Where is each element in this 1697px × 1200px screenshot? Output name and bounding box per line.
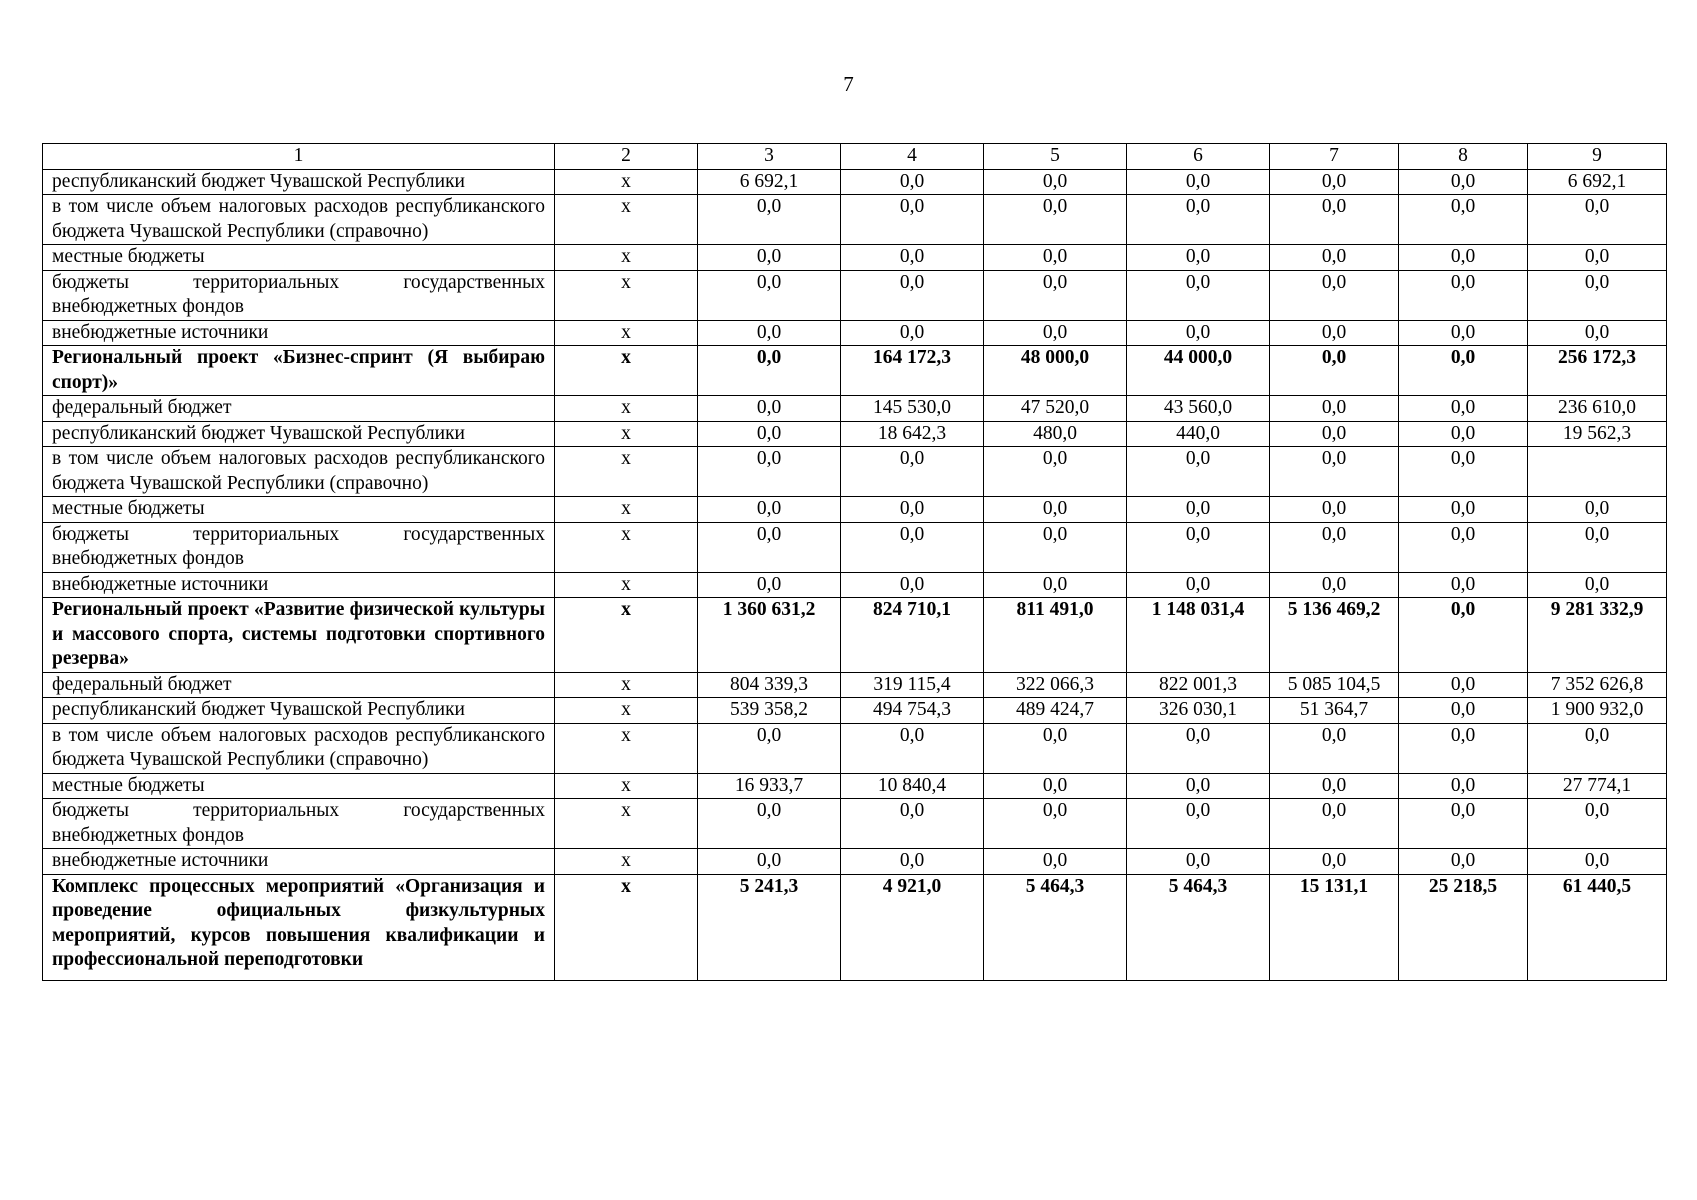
cell-x: х — [555, 245, 698, 271]
value-cell: 0,0 — [698, 195, 841, 245]
value-cell: 0,0 — [1399, 497, 1528, 523]
value-cell: 0,0 — [984, 799, 1127, 849]
cell-x: х — [555, 195, 698, 245]
table-row — [43, 245, 1667, 271]
column-number: 2 — [555, 144, 698, 170]
value-cell: 0,0 — [698, 723, 841, 773]
value-cell: 0,0 — [1127, 572, 1270, 598]
value-cell: 804 339,3 — [698, 672, 841, 698]
value-cell: 0,0 — [841, 522, 984, 572]
value-cell: 0,0 — [698, 849, 841, 875]
value-cell: 5 136 469,2 — [1270, 598, 1399, 673]
value-cell: 0,0 — [698, 447, 841, 497]
cell-x: х — [555, 874, 698, 980]
row-label: в том числе объем налоговых расходов республиканского бюджета Чувашской Республики (справочно) — [43, 723, 555, 773]
table-row — [43, 396, 1667, 422]
value-cell: 0,0 — [1528, 572, 1667, 598]
value-cell: 48 000,0 — [984, 346, 1127, 396]
table-row — [43, 723, 1667, 773]
value-cell: 0,0 — [841, 447, 984, 497]
value-cell: 0,0 — [1127, 497, 1270, 523]
value-cell: 0,0 — [1270, 169, 1399, 195]
table-row — [43, 169, 1667, 195]
value-cell: 0,0 — [1399, 270, 1528, 320]
value-cell: 0,0 — [1127, 773, 1270, 799]
table-row — [43, 572, 1667, 598]
value-cell: 0,0 — [1127, 169, 1270, 195]
table-row — [43, 522, 1667, 572]
value-cell: 1 900 932,0 — [1528, 698, 1667, 724]
table-row — [43, 447, 1667, 497]
row-label: в том числе объем налоговых расходов республиканского бюджета Чувашской Республики (справочно) — [43, 447, 555, 497]
value-cell: 0,0 — [984, 572, 1127, 598]
value-cell: 145 530,0 — [841, 396, 984, 422]
value-cell: 0,0 — [841, 169, 984, 195]
table-row — [43, 672, 1667, 698]
value-cell: 19 562,3 — [1528, 421, 1667, 447]
value-cell: 824 710,1 — [841, 598, 984, 673]
value-cell: 0,0 — [1399, 346, 1528, 396]
value-cell: 236 610,0 — [1528, 396, 1667, 422]
cell-x: х — [555, 522, 698, 572]
value-cell: 480,0 — [984, 421, 1127, 447]
value-cell: 0,0 — [1127, 447, 1270, 497]
value-cell: 0,0 — [698, 346, 841, 396]
value-cell: 0,0 — [1127, 849, 1270, 875]
value-cell: 0,0 — [984, 497, 1127, 523]
page-number: 7 — [843, 72, 854, 96]
value-cell: 0,0 — [698, 421, 841, 447]
value-cell: 44 000,0 — [1127, 346, 1270, 396]
column-number: 7 — [1270, 144, 1399, 170]
value-cell: 822 001,3 — [1127, 672, 1270, 698]
value-cell: 0,0 — [841, 723, 984, 773]
value-cell: 18 642,3 — [841, 421, 984, 447]
value-cell: 5 464,3 — [984, 874, 1127, 980]
value-cell: 0,0 — [1270, 572, 1399, 598]
value-cell: 0,0 — [1127, 195, 1270, 245]
value-cell: 0,0 — [1270, 320, 1399, 346]
value-cell: 0,0 — [1270, 522, 1399, 572]
cell-x: х — [555, 396, 698, 422]
value-cell: 0,0 — [1399, 396, 1528, 422]
value-cell: 0,0 — [1270, 799, 1399, 849]
value-cell: 27 774,1 — [1528, 773, 1667, 799]
value-cell: 0,0 — [1399, 195, 1528, 245]
value-cell: 0,0 — [841, 497, 984, 523]
row-label: республиканский бюджет Чувашской Республики — [43, 421, 555, 447]
value-cell: 7 352 626,8 — [1528, 672, 1667, 698]
row-label: республиканский бюджет Чувашской Республики — [43, 169, 555, 195]
value-cell: 0,0 — [1399, 598, 1528, 673]
column-number: 9 — [1528, 144, 1667, 170]
value-cell: 0,0 — [1270, 396, 1399, 422]
row-label: местные бюджеты — [43, 773, 555, 799]
value-cell: 0,0 — [841, 320, 984, 346]
value-cell: 0,0 — [841, 195, 984, 245]
value-cell: 0,0 — [698, 270, 841, 320]
row-label: в том числе объем налоговых расходов республиканского бюджета Чувашской Республики (справочно) — [43, 195, 555, 245]
value-cell: 0,0 — [984, 320, 1127, 346]
value-cell: 43 560,0 — [1127, 396, 1270, 422]
cell-x: х — [555, 572, 698, 598]
cell-x: х — [555, 421, 698, 447]
row-label: местные бюджеты — [43, 497, 555, 523]
value-cell: 0,0 — [984, 849, 1127, 875]
value-cell: 164 172,3 — [841, 346, 984, 396]
value-cell: 489 424,7 — [984, 698, 1127, 724]
value-cell: 256 172,3 — [1528, 346, 1667, 396]
value-cell: 16 933,7 — [698, 773, 841, 799]
value-cell: 811 491,0 — [984, 598, 1127, 673]
row-label: внебюджетные источники — [43, 849, 555, 875]
cell-x: х — [555, 320, 698, 346]
value-cell: 15 131,1 — [1270, 874, 1399, 980]
value-cell: 0,0 — [1528, 195, 1667, 245]
table-row — [43, 320, 1667, 346]
value-cell: 0,0 — [984, 723, 1127, 773]
value-cell: 61 440,5 — [1528, 874, 1667, 980]
row-label: федеральный бюджет — [43, 672, 555, 698]
value-cell: 0,0 — [1528, 270, 1667, 320]
column-number: 6 — [1127, 144, 1270, 170]
value-cell: 0,0 — [984, 773, 1127, 799]
value-cell: 494 754,3 — [841, 698, 984, 724]
value-cell: 0,0 — [1127, 799, 1270, 849]
value-cell: 0,0 — [698, 799, 841, 849]
value-cell: 0,0 — [1127, 245, 1270, 271]
value-cell: 4 921,0 — [841, 874, 984, 980]
value-cell: 326 030,1 — [1127, 698, 1270, 724]
value-cell: 322 066,3 — [984, 672, 1127, 698]
value-cell: 25 218,5 — [1399, 874, 1528, 980]
value-cell: 539 358,2 — [698, 698, 841, 724]
value-cell: 0,0 — [984, 447, 1127, 497]
value-cell — [1528, 447, 1667, 497]
value-cell: 0,0 — [1399, 698, 1528, 724]
column-number-row — [43, 144, 1667, 170]
cell-x: х — [555, 773, 698, 799]
table-row — [43, 421, 1667, 447]
value-cell: 6 692,1 — [1528, 169, 1667, 195]
value-cell: 0,0 — [1399, 245, 1528, 271]
value-cell: 0,0 — [1270, 497, 1399, 523]
table-row — [43, 270, 1667, 320]
value-cell: 5 241,3 — [698, 874, 841, 980]
value-cell: 0,0 — [841, 799, 984, 849]
value-cell: 0,0 — [1270, 849, 1399, 875]
column-number: 5 — [984, 144, 1127, 170]
value-cell: 6 692,1 — [698, 169, 841, 195]
cell-x: х — [555, 497, 698, 523]
column-number: 4 — [841, 144, 984, 170]
value-cell: 1 148 031,4 — [1127, 598, 1270, 673]
row-label: республиканский бюджет Чувашской Республики — [43, 698, 555, 724]
value-cell: 0,0 — [1270, 447, 1399, 497]
cell-x: х — [555, 849, 698, 875]
value-cell: 51 364,7 — [1270, 698, 1399, 724]
row-label: Комплекс процессных мероприятий «Организация и проведение официальных физкультурных мероприятий, курсов повышения квалификации и профессиональной переподготовки — [43, 874, 555, 980]
value-cell: 0,0 — [698, 572, 841, 598]
row-label: бюджеты территориальных государственных внебюджетных фондов — [43, 799, 555, 849]
table-row — [43, 874, 1667, 980]
cell-x: х — [555, 698, 698, 724]
cell-x: х — [555, 723, 698, 773]
table-row — [43, 773, 1667, 799]
table-row — [43, 598, 1667, 673]
value-cell: 0,0 — [1528, 497, 1667, 523]
value-cell: 0,0 — [841, 849, 984, 875]
value-cell: 5 464,3 — [1127, 874, 1270, 980]
table-row — [43, 497, 1667, 523]
row-label: внебюджетные источники — [43, 320, 555, 346]
value-cell: 0,0 — [1127, 723, 1270, 773]
value-cell: 0,0 — [984, 270, 1127, 320]
value-cell: 10 840,4 — [841, 773, 984, 799]
table-row — [43, 849, 1667, 875]
value-cell: 319 115,4 — [841, 672, 984, 698]
row-label: Региональный проект «Бизнес-спринт (Я выбираю спорт)» — [43, 346, 555, 396]
table-row — [43, 346, 1667, 396]
row-label: бюджеты территориальных государственных внебюджетных фондов — [43, 522, 555, 572]
value-cell: 0,0 — [1270, 195, 1399, 245]
value-cell: 0,0 — [841, 270, 984, 320]
value-cell: 0,0 — [1127, 270, 1270, 320]
cell-x: х — [555, 169, 698, 195]
value-cell: 0,0 — [1399, 169, 1528, 195]
row-label: федеральный бюджет — [43, 396, 555, 422]
value-cell: 0,0 — [984, 245, 1127, 271]
value-cell: 0,0 — [1399, 320, 1528, 346]
value-cell: 47 520,0 — [984, 396, 1127, 422]
value-cell: 0,0 — [841, 572, 984, 598]
value-cell: 0,0 — [1270, 245, 1399, 271]
value-cell: 5 085 104,5 — [1270, 672, 1399, 698]
value-cell: 0,0 — [1399, 849, 1528, 875]
row-label: внебюджетные источники — [43, 572, 555, 598]
value-cell: 0,0 — [1528, 522, 1667, 572]
value-cell: 0,0 — [1399, 572, 1528, 598]
column-number: 1 — [43, 144, 555, 170]
row-label: местные бюджеты — [43, 245, 555, 271]
value-cell: 0,0 — [1528, 320, 1667, 346]
cell-x: х — [555, 799, 698, 849]
value-cell: 0,0 — [984, 169, 1127, 195]
budget-table — [42, 143, 1667, 981]
table-row — [43, 698, 1667, 724]
value-cell: 440,0 — [1127, 421, 1270, 447]
value-cell: 0,0 — [1270, 773, 1399, 799]
cell-x: х — [555, 447, 698, 497]
column-number: 8 — [1399, 144, 1528, 170]
row-label: Региональный проект «Развитие физической культуры и массового спорта, системы подготовки спортивного резерва» — [43, 598, 555, 673]
value-cell: 0,0 — [1270, 346, 1399, 396]
value-cell: 0,0 — [841, 245, 984, 271]
value-cell: 0,0 — [1270, 723, 1399, 773]
table-row — [43, 195, 1667, 245]
value-cell: 0,0 — [1399, 723, 1528, 773]
value-cell: 0,0 — [1127, 522, 1270, 572]
value-cell: 0,0 — [698, 245, 841, 271]
value-cell: 0,0 — [1528, 245, 1667, 271]
value-cell: 0,0 — [1399, 522, 1528, 572]
value-cell: 0,0 — [1528, 799, 1667, 849]
value-cell: 0,0 — [1528, 723, 1667, 773]
cell-x: х — [555, 346, 698, 396]
value-cell: 0,0 — [698, 396, 841, 422]
value-cell: 0,0 — [698, 320, 841, 346]
value-cell: 0,0 — [1270, 421, 1399, 447]
value-cell: 0,0 — [1127, 320, 1270, 346]
value-cell: 0,0 — [698, 522, 841, 572]
row-label: бюджеты территориальных государственных внебюджетных фондов — [43, 270, 555, 320]
value-cell: 0,0 — [1399, 672, 1528, 698]
value-cell: 0,0 — [1399, 447, 1528, 497]
value-cell: 0,0 — [1399, 773, 1528, 799]
value-cell: 9 281 332,9 — [1528, 598, 1667, 673]
cell-x: х — [555, 270, 698, 320]
table-row — [43, 799, 1667, 849]
cell-x: х — [555, 672, 698, 698]
column-number: 3 — [698, 144, 841, 170]
value-cell: 0,0 — [1528, 849, 1667, 875]
value-cell: 0,0 — [1270, 270, 1399, 320]
value-cell: 0,0 — [1399, 421, 1528, 447]
value-cell: 1 360 631,2 — [698, 598, 841, 673]
cell-x: х — [555, 598, 698, 673]
value-cell: 0,0 — [698, 497, 841, 523]
value-cell: 0,0 — [984, 195, 1127, 245]
value-cell: 0,0 — [1399, 799, 1528, 849]
value-cell: 0,0 — [984, 522, 1127, 572]
